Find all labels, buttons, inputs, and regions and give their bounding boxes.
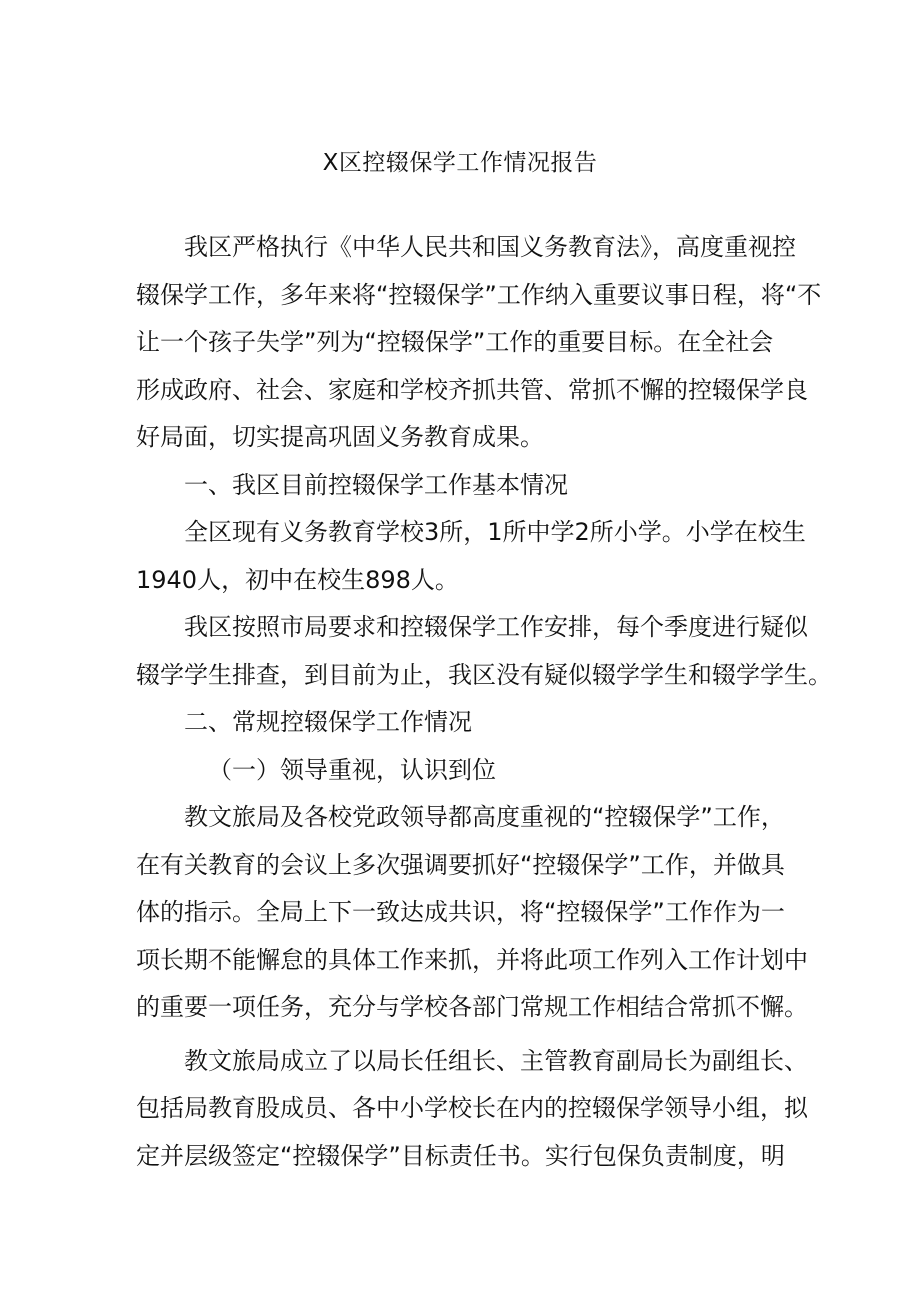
paragraph-line: 体的指示。全局上下一致达成共识，将“控辍保学”工作作为一 [136, 898, 785, 926]
paragraph-line: 辍学学生排查，到目前为止，我区没有疑似辍学学生和辍学学生。 [136, 660, 832, 689]
paragraph-line: 教文旅局及各校党政领导都高度重视的“控辍保学”工作， [184, 803, 785, 831]
paragraph-line: 辍保学工作，多年来将“控辍保学”工作纳入重要议事日程，将“不 [136, 280, 822, 309]
paragraph-intro [136, 224, 822, 462]
paragraph-line: 让一个孩子失学”列为“控辍保学”工作的重要目标。在全社会 [136, 328, 774, 356]
paragraph-line: 1940人，初中在校生898人。 [136, 565, 459, 594]
document-body [136, 224, 832, 1180]
paragraph-line: 全区现有义务教育学校3所，1所中学2所小学。小学在校生 [184, 518, 806, 546]
section-heading-1 [136, 462, 784, 510]
section-heading-2 [136, 699, 784, 747]
paragraph-line: 我区按照市局要求和控辍保学工作安排，每个季度进行疑似 [184, 613, 808, 641]
paragraph-leadership [136, 794, 808, 1032]
paragraph-line: 教文旅局成立了以局长任组长、主管教育副局长为副组长、 [184, 1046, 808, 1075]
heading-line: 二、常规控辍保学工作情况 [184, 708, 472, 736]
paragraph-screening [136, 604, 832, 699]
paragraph-line: 我区严格执行《中华人民共和国义务教育法》，高度重视控 [184, 233, 796, 261]
subsection-heading-1 [136, 747, 784, 795]
paragraph-line: 包括局教育股成员、各中小学校长在内的控辍保学领导小组，拟 [136, 1094, 808, 1122]
paragraph-line: 项长期不能懈怠的具体工作来抓，并将此项工作列入工作计划中 [136, 945, 808, 974]
paragraph-line: 的重要一项任务，充分与学校各部门常规工作相结合常抓不懈。 [136, 993, 808, 1021]
paragraph-line: 形成政府、社会、家庭和学校齐抓共管、常抓不懈的控辍保学良 [136, 375, 808, 404]
paragraph-line: 在有关教育的会议上多次强调要抓好“控辍保学”工作，并做具 [136, 850, 785, 879]
heading-line: 一、我区目前控辍保学工作基本情况 [184, 470, 568, 499]
paragraph-group [136, 1038, 808, 1181]
heading-line: （一）领导重视，认识到位 [208, 755, 496, 784]
document-title: X区控辍保学工作情况报告 [322, 150, 598, 176]
paragraph-line: 定并层级签定“控辍保学”目标责任书。实行包保负责制度，明 [136, 1141, 785, 1170]
paragraph-line: 好局面，切实提高巩固义务教育成果。 [136, 423, 544, 451]
paragraph-schools [136, 509, 806, 604]
